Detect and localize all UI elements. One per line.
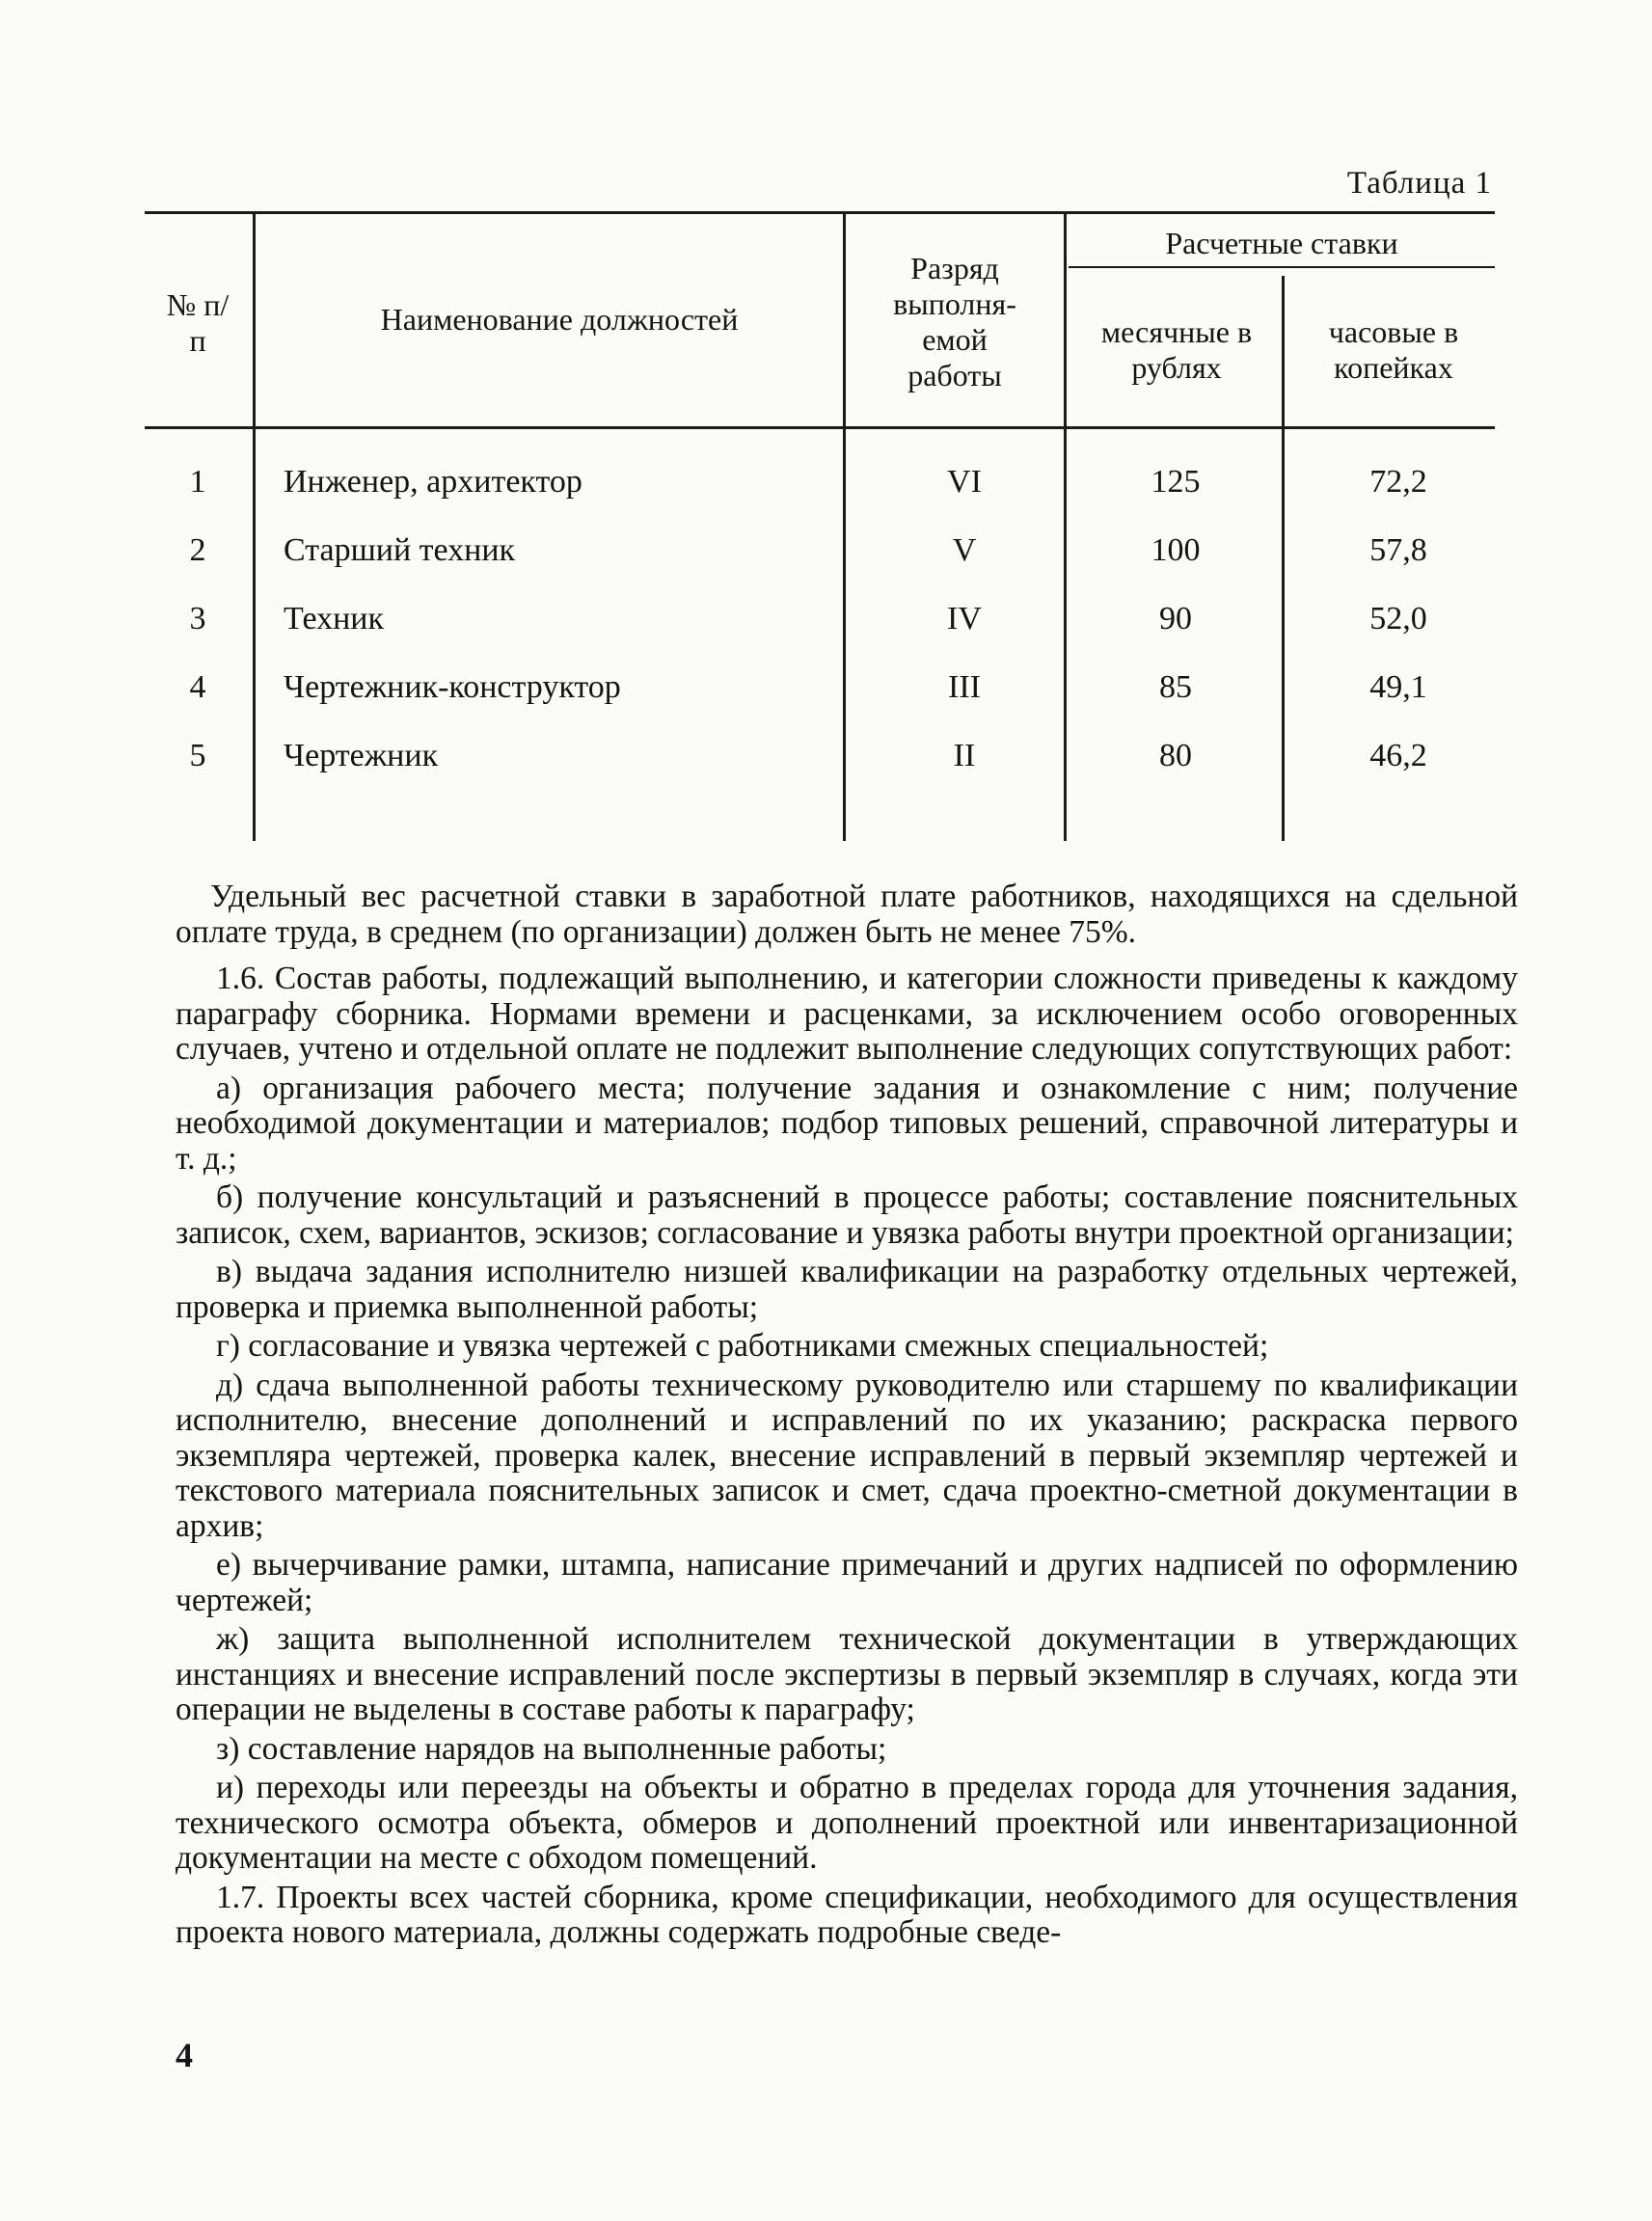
column-divider-1	[253, 214, 256, 841]
rates-header-rule	[1069, 266, 1495, 268]
row-grade: VI	[947, 464, 982, 500]
page-number: 4	[176, 2036, 193, 2074]
header-monthly: месячные в рублях	[1100, 314, 1253, 385]
table-caption: Таблица 1	[1346, 166, 1492, 201]
row-grade: II	[953, 738, 976, 773]
row-monthly: 80	[1159, 738, 1192, 773]
row-num: 1	[189, 464, 206, 500]
list-item-d: д) сдача выполненной работы техническому руководителю или старшему по квалификации исполнителю, внесение дополнений и исправлений по их указанию; раскраска первого экземпляра чертежей, проверка калек, внесение исправлений в первый экземпляр чертежей и текстового материала пояснительных записок и смет, сдача проектно-сметной документации в архив;	[176, 1367, 1518, 1544]
row-num: 3	[189, 601, 206, 637]
body-text	[176, 880, 1518, 1951]
header-num: № п/п	[166, 287, 230, 358]
header-grade: Разряд выполня- емой работы	[893, 251, 1016, 393]
row-monthly: 85	[1159, 669, 1192, 705]
header-hourly: часовые в копейках	[1328, 314, 1459, 385]
row-monthly: 125	[1151, 464, 1201, 500]
table-top-rule	[145, 211, 1495, 214]
header-rates: Расчетные ставки	[1165, 226, 1398, 260]
row-hourly: 49,1	[1369, 669, 1427, 705]
row-name: Старший техник	[284, 532, 516, 568]
row-grade: III	[948, 669, 981, 705]
list-item-g: г) согласование и увязка чертежей с работниками смежных специальностей;	[216, 1328, 1269, 1364]
list-item-e: е) вычерчивание рамки, штампа, написание примечаний и других надписей по оформлению чертежей;	[176, 1547, 1518, 1618]
list-item-b: б) получение консультаций и разъяснений в процессе работы; составление пояснительных записок, схем, вариантов, эскизов; согласование и увязка работы внутри проектной организации;	[176, 1179, 1518, 1251]
row-grade: IV	[947, 601, 982, 637]
list-item-i: и) переходы или переезды на объекты и обратно в пределах города для уточнения задания, технического осмотра объекта, обмеров и дополнений проектной или инвентаризационной документации на месте с обходом помещений.	[176, 1770, 1518, 1876]
row-name: Инженер, архитектор	[284, 464, 582, 500]
row-num: 5	[189, 738, 206, 773]
header-bottom-rule	[145, 426, 1495, 429]
row-hourly: 57,8	[1369, 532, 1427, 568]
header-name: Наименование должностей	[380, 302, 739, 337]
paragraph-share: Удельный вес расчетной ставки в заработной плате работников, находящихся на сдельной оплате труда, в среднем (по организации) должен быть не менее 75%.	[176, 879, 1518, 950]
row-hourly: 72,2	[1369, 464, 1427, 500]
list-item-z: з) составление нарядов на выполненные работы;	[216, 1730, 887, 1767]
row-monthly: 100	[1151, 532, 1201, 568]
row-grade: V	[952, 532, 977, 568]
list-item-v: в) выдача задания исполнителю низшей квалификации на разработку отдельных чертежей, проверка и приемка выполненной работы;	[176, 1254, 1518, 1325]
row-name: Чертежник-конструктор	[284, 669, 621, 705]
paragraph-1-6: 1.6. Состав работы, подлежащий выполнению, и категории сложности приведены к каждому параграфу сборника. Нормами времени и расценками, за исключением особо оговоренных случаев, учтено и отдельной оплате не подлежит выполнение следующих сопутствующих работ:	[176, 961, 1518, 1067]
row-name: Техник	[284, 601, 385, 637]
paragraph-1-7: 1.7. Проекты всех частей сборника, кроме спецификации, необходимого для осуществления проекта нового материала, должны содержать подробные сведе-	[176, 1879, 1518, 1950]
list-item-zh: ж) защита выполненной исполнителем технической документации в утверждающих инстанциях и внесение исправлений после экспертизы в первый экземпляр в случаях, когда эти операции не выделены в составе работы к параграфу;	[176, 1621, 1518, 1727]
list-item-a: а) организация рабочего места; получение задания и ознакомление с ним; получение необходимой документации и материалов; подбор типовых решений, справочной литературы и т. д.;	[176, 1070, 1518, 1177]
row-hourly: 46,2	[1369, 738, 1427, 773]
row-monthly: 90	[1159, 601, 1192, 637]
row-num: 4	[189, 669, 206, 705]
row-hourly: 52,0	[1369, 601, 1427, 637]
row-name: Чертежник	[284, 738, 439, 773]
row-num: 2	[189, 532, 206, 568]
column-divider-2	[843, 214, 846, 841]
